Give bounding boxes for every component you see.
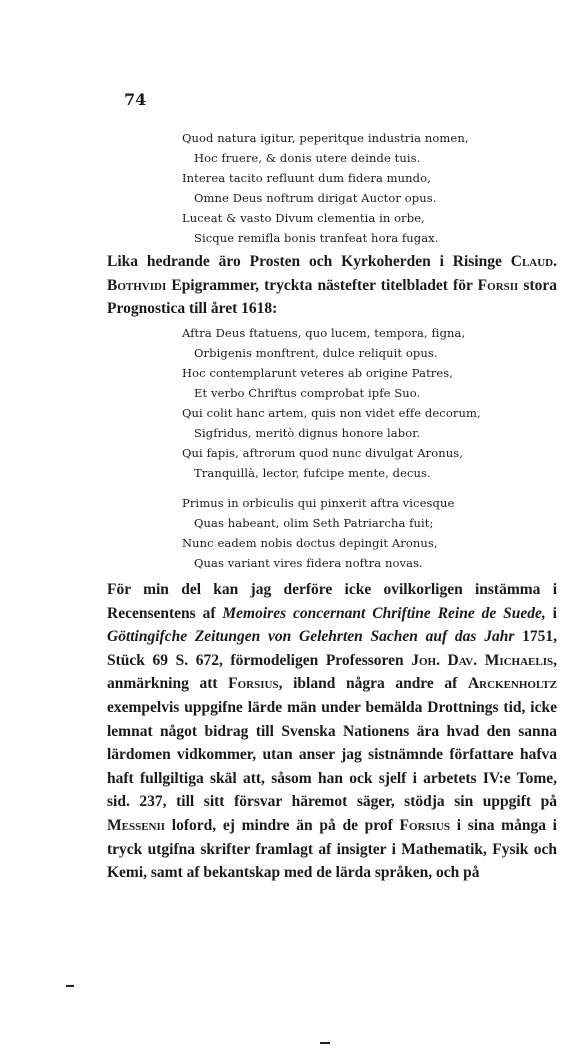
author-name: Joh. Dav. Michaelis, <box>411 651 557 669</box>
verse-line: Primus in orbiculis qui pinxerit aftra vicesque <box>182 496 455 510</box>
verse-line: Aftra Deus ftatuens, quo lucem, tempora, figna, <box>182 326 466 340</box>
verse-line: Sicque remifla bonis tranfeat hora fugax. <box>194 231 439 245</box>
verse-line: Quod natura igitur, peperitque industria nomen, <box>182 131 469 145</box>
text-run: i <box>545 604 557 622</box>
text-run: Epigrammer, tryckta nästefter titelbladet för <box>166 276 478 294</box>
text-run: loford, ej mindre än på de prof <box>165 816 400 834</box>
verse-line: Hoc fruere, & donis utere deinde tuis. <box>194 151 421 165</box>
text-run: Lika hedrande äro Prosten och Kyrkoherden i Risinge <box>107 253 511 270</box>
paragraph-1 <box>107 250 557 321</box>
text-run: 1751, Stück 69 S. 672, förmodeligen Professoren <box>107 628 558 669</box>
text-run: , ibland några andre af <box>278 675 468 693</box>
journal-title: Göttingifche Zeitungen von Gelehrten Sachen auf das Jahr <box>107 628 515 646</box>
verse-line: Tranquillà, lector, fufcipe mente, decus. <box>194 466 431 480</box>
page-number: 74 <box>124 90 147 109</box>
verse-line: Orbigenis monftrent, dulce reliquit opus. <box>194 346 438 360</box>
author-name: Forsii <box>477 276 519 294</box>
verse-line: Omne Deus noftrum dirigat Auctor opus. <box>194 191 437 205</box>
author-name: Forsius <box>399 816 450 834</box>
verse-line: Et verbo Chriftus comprobat ipfe Suo. <box>194 386 421 400</box>
text-run: stora Prognostica till året 1618: <box>107 276 558 318</box>
author-name: Messenii <box>107 816 166 834</box>
text-run: i sina många i tryck utgifna skrifter framlagt af insigter i Mathematik, Fysik och Kemi, samt af bekantskap med de lärda språken, och på <box>107 816 557 882</box>
author-name: Bothvidi <box>107 276 167 294</box>
author-name: Arckenholtz <box>467 675 557 693</box>
paragraph-2 <box>107 578 557 885</box>
verse-line: Qui colit hanc artem, quis non videt effe decorum, <box>182 406 481 420</box>
verse-line: Luceat & vasto Divum clementia in orbe, <box>182 211 425 225</box>
latin-verse-2 <box>0 323 481 483</box>
verse-line: Quas variant vires fidera noftra novas. <box>194 556 423 570</box>
verse-line: Qui fapis, aftrorum quod nunc divulgat Aronus, <box>182 446 463 460</box>
text-run: För min del kan jag derföre icke ovilkorligen instämma i Recensentens af <box>107 581 557 622</box>
verse-line: Quas habeant, olim Seth Patriarcha fuit; <box>194 516 434 530</box>
latin-verse-1 <box>0 128 469 248</box>
verse-line: Sigfridus, meritò dignus honore labor. <box>194 426 421 440</box>
author-name: Forsius <box>228 675 279 693</box>
text-run: exempelvis uppgifne lärde män under bemälda Drottnings tid, icke lemnat något bidrag till Svenska Nationens ära hvad den sanna lärdomen vidkommer, utan anser jag sistnämnde författare hafva haft fullgiltiga skäl att, såsom han ock sjelf i arbetets IV:e Tome, sid. 237, till sitt försvar häremot säger, stödja sin uppgift på <box>107 698 557 811</box>
author-name: Claud. <box>510 253 557 270</box>
verse-line: Interea tacito refluunt dum fidera mundo, <box>182 171 431 185</box>
latin-verse-3 <box>0 493 454 573</box>
ink-mark <box>320 1042 330 1044</box>
verse-line: Hoc contemplarunt veteres ab origine Patres, <box>182 366 454 380</box>
ink-mark <box>66 985 74 987</box>
verse-line: Nunc eadem nobis doctus depingit Aronus, <box>182 536 438 550</box>
book-title: Memoires concernant Chriftine Reine de Suede, <box>222 604 546 622</box>
text-run: anmärkning att <box>107 675 229 693</box>
